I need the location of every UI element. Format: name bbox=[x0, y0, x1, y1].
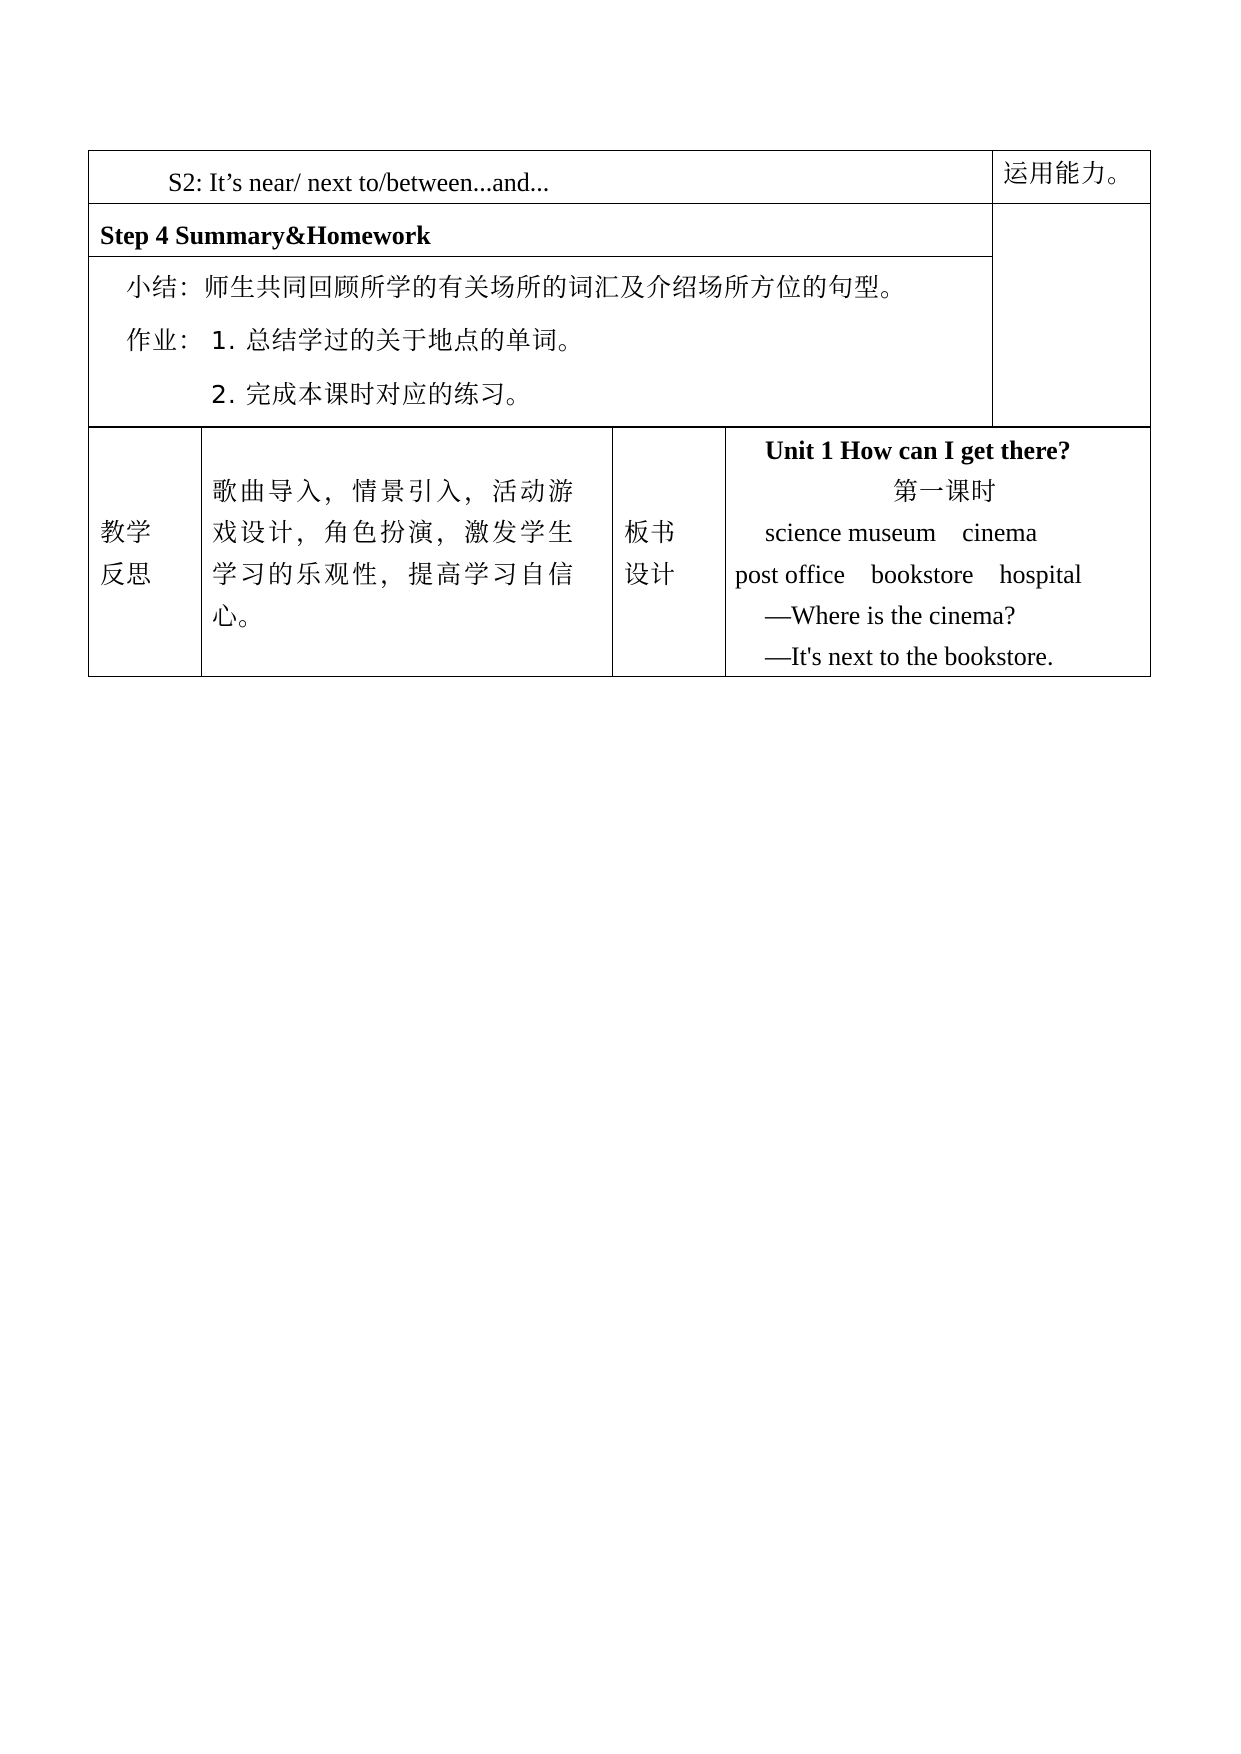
board-label-2: 设计 bbox=[624, 560, 677, 589]
board-title: Unit 1 How can I get there? bbox=[765, 436, 1071, 465]
board-vocab-2: post office bookstore hospital bbox=[735, 560, 1082, 589]
reflection-label-2: 反思 bbox=[100, 560, 153, 589]
table-border-bottom bbox=[88, 676, 1151, 677]
summary-text: 小结：师生共同回顾所学的有关场所的词汇及介绍场所方位的句型。 bbox=[126, 273, 907, 302]
row-divider-step4 bbox=[88, 256, 993, 257]
board-subtitle: 第一课时 bbox=[893, 477, 998, 506]
reflection-line-4: 心。 bbox=[212, 602, 265, 631]
table-border-left bbox=[88, 150, 89, 677]
board-vocab-1: science museum cinema bbox=[765, 518, 1038, 547]
ability-note: 运用能力。 bbox=[1003, 159, 1134, 188]
col-divider-board-label bbox=[725, 427, 726, 677]
step4-heading: Step 4 Summary&Homework bbox=[100, 221, 431, 250]
reflection-line-2: 戏设计，角色扮演，激发学生 bbox=[212, 518, 577, 547]
board-dialog-answer: —It's next to the bookstore. bbox=[765, 642, 1054, 671]
reflection-line-3: 学习的乐观性，提高学习自信 bbox=[212, 560, 577, 589]
reflection-label-1: 教学 bbox=[100, 518, 153, 547]
homework-item-2: 2. 完成本课时对应的练习。 bbox=[211, 380, 532, 409]
board-label-1: 板书 bbox=[624, 518, 677, 547]
col-divider-reflection-content bbox=[612, 427, 613, 677]
table-border-right bbox=[1150, 150, 1151, 677]
col-divider-notes bbox=[992, 150, 993, 427]
homework-label: 作业： bbox=[126, 326, 205, 355]
s2-sentence: S2: It’s near/ next to/between...and... bbox=[168, 168, 550, 197]
reflection-line-1: 歌曲导入，情景引入，活动游 bbox=[212, 477, 577, 506]
homework-item-1: 1. 总结学过的关于地点的单词。 bbox=[211, 326, 584, 355]
col-divider-reflection-label bbox=[201, 427, 202, 677]
board-dialog-question: —Where is the cinema? bbox=[765, 601, 1016, 630]
